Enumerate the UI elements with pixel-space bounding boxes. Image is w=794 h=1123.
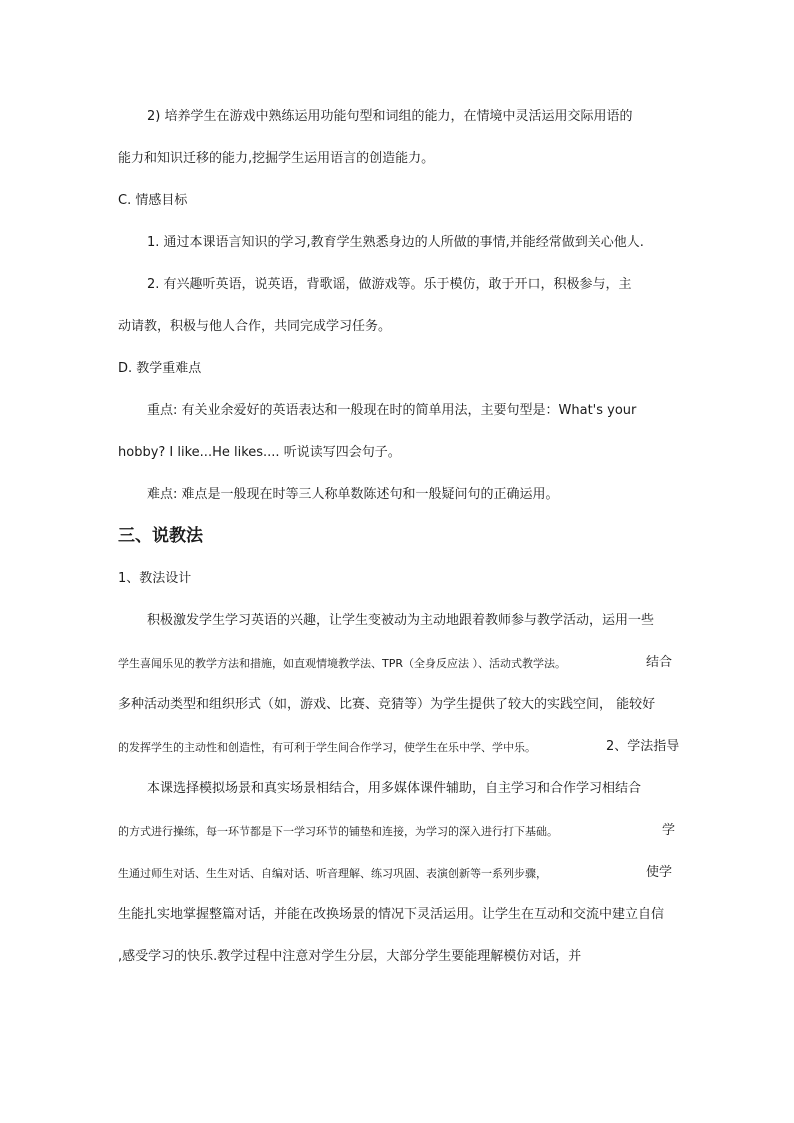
- objective-item-2: 2) 培养学生在游戏中熟练运用功能句型和词组的能力，在情境中灵活运用交际用语的: [147, 109, 633, 124]
- key-point-cont: hobby? I like...He likes.... 听说读写四会句子。: [118, 445, 401, 460]
- paragraph-line: 结合: [646, 655, 673, 670]
- paragraph-line: 多种活动类型和组织形式（如，游戏、比赛、竞猜等）为学生提供了较大的实践空间， 能较好: [118, 697, 656, 712]
- objective-item-2-cont: 能力和知识迁移的能力,挖掘学生运用语言的创造能力。: [118, 151, 435, 166]
- paragraph-line: 学生喜闻乐见的教学方法和措施，如直观情境教学法、TPR（全身反应法 ）、活动式教学法。: [118, 657, 566, 670]
- section-c-heading: C. 情感目标: [118, 193, 188, 208]
- difficult-point: 难点: 难点是一般现在时等三人称单数陈述句和一般疑问句的正确运用。: [147, 487, 559, 502]
- subsection-learning-guide: 2、学法指导: [606, 739, 680, 754]
- affective-item-2-cont: 动请教，积极与他人合作，共同完成学习任务。: [118, 319, 392, 334]
- paragraph-line: 生能扎实地掌握整篇对话，并能在改换场景的情况下灵活运用。让学生在互动和交流中建立自信: [118, 907, 665, 922]
- paragraph-line: ,感受学习的快乐.教学过程中注意对学生分层，大部分学生要能理解模仿对话，并: [118, 949, 582, 964]
- paragraph-line: 积极激发学生学习英语的兴趣，让学生变被动为主动地跟着教师参与教学活动，运用一些: [147, 613, 655, 628]
- section-d-heading: D. 教学重难点: [118, 361, 202, 376]
- paragraph-line: 的方式进行操练，每一环节都是下一学习环节的铺垫和连接，为学习的深入进行打下基础。: [118, 825, 558, 838]
- paragraph-line: 本课选择模拟场景和真实场景相结合，用多媒体课件辅助，自主学习和合作学习相结合: [147, 781, 642, 796]
- affective-item-2: 2. 有兴趣听英语，说英语，背歌谣，做游戏等。乐于模仿，敢于开口，积极参与，主: [147, 277, 632, 292]
- paragraph-line: 学: [662, 823, 676, 838]
- subsection-teaching-design: 1、教法设计: [118, 571, 192, 586]
- paragraph-line: 使学: [646, 865, 673, 880]
- affective-item-1: 1. 通过本课语言知识的学习,教育学生熟悉身边的人所做的事情,并能经常做到关心他人.: [147, 235, 644, 250]
- paragraph-line: 的发挥学生的主动性和创造性，有可利于学生间合作学习，使学生在乐中学、学中乐。: [118, 741, 536, 754]
- key-point: 重点: 有关业余爱好的英语表达和一般现在时的简单用法，主要句型是：What's your: [147, 403, 637, 418]
- paragraph-line: 生通过师生对话、生生对话、自编对话、听音理解、练习巩固、表演创新等一系列步骤，: [118, 867, 547, 880]
- section-heading-teaching-method: 三、说教法: [118, 526, 203, 546]
